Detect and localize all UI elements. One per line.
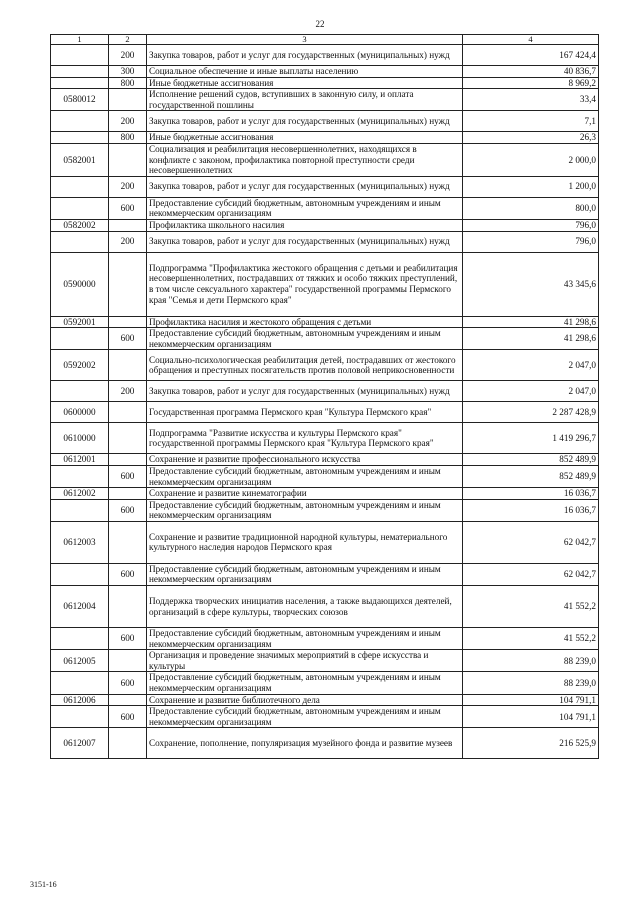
header-row xyxy=(51,35,599,45)
row-expense-type: 200 xyxy=(109,381,147,402)
row-code: 0612003 xyxy=(51,521,109,563)
row-description: Социальное обеспечение и иные выплаты населению xyxy=(147,66,463,78)
row-expense-type: 600 xyxy=(109,328,147,350)
row-code xyxy=(51,176,109,197)
row-code: 0612001 xyxy=(51,454,109,466)
table-row xyxy=(51,521,599,563)
row-amount: 1 200,0 xyxy=(463,176,599,197)
row-expense-type xyxy=(109,89,147,111)
row-description: Предоставление субсидий бюджетным, автономным учреждениям и иным некоммерческим организациям xyxy=(147,197,463,219)
header-col-3: 3 xyxy=(147,35,463,45)
row-code xyxy=(51,197,109,219)
table-row xyxy=(51,66,599,78)
row-description: Профилактика школьного насилия xyxy=(147,219,463,231)
row-expense-type: 600 xyxy=(109,465,147,487)
row-code: 0612002 xyxy=(51,488,109,500)
row-amount: 88 239,0 xyxy=(463,650,599,672)
header-col-1: 1 xyxy=(51,35,109,45)
row-expense-type xyxy=(109,650,147,672)
row-expense-type xyxy=(109,488,147,500)
row-expense-type: 600 xyxy=(109,499,147,521)
row-description: Исполнение решений судов, вступивших в законную силу, и оплата государственной пошлины xyxy=(147,89,463,111)
row-description: Социализация и реабилитация несовершеннолетних, находящихся в конфликте с законом, профилактика повторной преступности среди несовершеннолетних xyxy=(147,143,463,176)
table-row xyxy=(51,706,599,728)
row-amount: 41 298,6 xyxy=(463,328,599,350)
row-code xyxy=(51,328,109,350)
table-row xyxy=(51,252,599,316)
row-description: Социально-психологическая реабилитация детей, пострадавших от жестокого обращения и преступных посягательств против половой неприкосновенности xyxy=(147,350,463,381)
table-row xyxy=(51,465,599,487)
budget-table xyxy=(50,34,599,759)
row-expense-type xyxy=(109,586,147,628)
row-expense-type xyxy=(109,694,147,706)
row-code xyxy=(51,381,109,402)
row-amount: 2 000,0 xyxy=(463,143,599,176)
row-expense-type: 800 xyxy=(109,132,147,144)
table-row xyxy=(51,672,599,694)
row-amount: 104 791,1 xyxy=(463,694,599,706)
table-row xyxy=(51,563,599,585)
row-description: Сохранение и развитие традиционной народной культуры, нематериального культурного наследия народов Пермского края xyxy=(147,521,463,563)
row-code xyxy=(51,499,109,521)
table-row xyxy=(51,77,599,89)
row-code xyxy=(51,66,109,78)
row-amount: 852 489,9 xyxy=(463,454,599,466)
table-row xyxy=(51,586,599,628)
header-col-4: 4 xyxy=(463,35,599,45)
table-row xyxy=(51,328,599,350)
row-expense-type xyxy=(109,219,147,231)
row-amount: 33,4 xyxy=(463,89,599,111)
row-expense-type: 800 xyxy=(109,77,147,89)
row-amount: 800,0 xyxy=(463,197,599,219)
row-expense-type xyxy=(109,521,147,563)
row-expense-type xyxy=(109,423,147,454)
row-description: Предоставление субсидий бюджетным, автономным учреждениям и иным некоммерческим организациям xyxy=(147,328,463,350)
row-expense-type xyxy=(109,728,147,759)
row-description: Подпрограмма "Профилактика жестокого обращения с детьми и реабилитация несовершеннолетних, пострадавших от тяжких и особо тяжких преступлений, в том числе сексуального характера" государственной программы Пермского края "Семья и дети Пермского края" xyxy=(147,252,463,316)
row-description: Предоставление субсидий бюджетным, автономным учреждениям и иным некоммерческим организациям xyxy=(147,499,463,521)
row-description: Иные бюджетные ассигнования xyxy=(147,77,463,89)
header-col-2: 2 xyxy=(109,35,147,45)
page-number: 22 xyxy=(315,19,325,29)
row-amount: 852 489,9 xyxy=(463,465,599,487)
row-code xyxy=(51,672,109,694)
row-code: 0582001 xyxy=(51,143,109,176)
row-code xyxy=(51,111,109,132)
row-description: Иные бюджетные ассигнования xyxy=(147,132,463,144)
row-code: 0612007 xyxy=(51,728,109,759)
row-expense-type xyxy=(109,454,147,466)
row-description: Закупка товаров, работ и услуг для государственных (муниципальных) нужд xyxy=(147,45,463,66)
table-row xyxy=(51,197,599,219)
row-amount: 7,1 xyxy=(463,111,599,132)
row-code: 0612004 xyxy=(51,586,109,628)
row-code xyxy=(51,563,109,585)
row-expense-type: 300 xyxy=(109,66,147,78)
table-row xyxy=(51,219,599,231)
table-row xyxy=(51,381,599,402)
row-amount: 216 525,9 xyxy=(463,728,599,759)
row-amount: 104 791,1 xyxy=(463,706,599,728)
table-row xyxy=(51,143,599,176)
row-description: Поддержка творческих инициатив населения, а также выдающихся деятелей, организаций в сфере культуры, творческих союзов xyxy=(147,586,463,628)
row-code xyxy=(51,628,109,650)
row-code: 0592001 xyxy=(51,316,109,328)
row-amount: 41 298,6 xyxy=(463,316,599,328)
row-amount: 2 047,0 xyxy=(463,381,599,402)
row-expense-type xyxy=(109,402,147,423)
row-amount: 62 042,7 xyxy=(463,563,599,585)
row-code: 0600000 xyxy=(51,402,109,423)
row-description: Предоставление субсидий бюджетным, автономным учреждениям и иным некоммерческим организациям xyxy=(147,706,463,728)
row-amount: 16 036,7 xyxy=(463,499,599,521)
table-row xyxy=(51,488,599,500)
row-code xyxy=(51,45,109,66)
row-amount: 2 047,0 xyxy=(463,350,599,381)
row-expense-type: 600 xyxy=(109,563,147,585)
table-row xyxy=(51,316,599,328)
table-row xyxy=(51,499,599,521)
table-body xyxy=(51,45,599,759)
row-expense-type: 200 xyxy=(109,111,147,132)
row-amount: 26,3 xyxy=(463,132,599,144)
row-code: 0610000 xyxy=(51,423,109,454)
row-amount: 62 042,7 xyxy=(463,521,599,563)
row-expense-type: 600 xyxy=(109,197,147,219)
row-description: Закупка товаров, работ и услуг для государственных (муниципальных) нужд xyxy=(147,176,463,197)
row-expense-type: 200 xyxy=(109,231,147,252)
row-amount: 1 419 296,7 xyxy=(463,423,599,454)
row-amount: 40 836,7 xyxy=(463,66,599,78)
row-amount: 41 552,2 xyxy=(463,586,599,628)
table-row xyxy=(51,728,599,759)
table-row xyxy=(51,694,599,706)
row-description: Сохранение и развитие кинематографии xyxy=(147,488,463,500)
table-row xyxy=(51,132,599,144)
row-description: Предоставление субсидий бюджетным, автономным учреждениям и иным некоммерческим организациям xyxy=(147,628,463,650)
table-row xyxy=(51,402,599,423)
row-expense-type xyxy=(109,316,147,328)
row-amount: 43 345,6 xyxy=(463,252,599,316)
footer-code: 3151-16 xyxy=(30,880,57,889)
table-row xyxy=(51,628,599,650)
row-description: Закупка товаров, работ и услуг для государственных (муниципальных) нужд xyxy=(147,381,463,402)
row-code xyxy=(51,465,109,487)
row-description: Сохранение и развитие профессионального искусства xyxy=(147,454,463,466)
row-description: Подпрограмма "Развитие искусства и культуры Пермского края" государственной программы Пермского края "Культура Пермского края" xyxy=(147,423,463,454)
row-description: Закупка товаров, работ и услуг для государственных (муниципальных) нужд xyxy=(147,111,463,132)
row-expense-type xyxy=(109,350,147,381)
row-amount: 16 036,7 xyxy=(463,488,599,500)
row-description: Организация и проведение значимых мероприятий в сфере искусства и культуры xyxy=(147,650,463,672)
table-row xyxy=(51,650,599,672)
table-row xyxy=(51,454,599,466)
row-expense-type: 200 xyxy=(109,45,147,66)
table-row xyxy=(51,350,599,381)
row-code: 0590000 xyxy=(51,252,109,316)
row-description: Сохранение и развитие библиотечного дела xyxy=(147,694,463,706)
row-code xyxy=(51,706,109,728)
row-amount: 2 287 428,9 xyxy=(463,402,599,423)
row-code: 0612006 xyxy=(51,694,109,706)
row-amount: 796,0 xyxy=(463,231,599,252)
row-amount: 8 969,2 xyxy=(463,77,599,89)
row-code: 0592002 xyxy=(51,350,109,381)
row-amount: 796,0 xyxy=(463,219,599,231)
table-row xyxy=(51,45,599,66)
table-row xyxy=(51,176,599,197)
row-expense-type xyxy=(109,252,147,316)
row-code xyxy=(51,231,109,252)
table-row xyxy=(51,423,599,454)
row-description: Закупка товаров, работ и услуг для государственных (муниципальных) нужд xyxy=(147,231,463,252)
row-description: Сохранение, пополнение, популяризация музейного фонда и развитие музеев xyxy=(147,728,463,759)
table-row xyxy=(51,89,599,111)
row-description: Предоставление субсидий бюджетным, автономным учреждениям и иным некоммерческим организациям xyxy=(147,672,463,694)
row-code: 0582002 xyxy=(51,219,109,231)
row-expense-type: 600 xyxy=(109,672,147,694)
row-expense-type: 600 xyxy=(109,628,147,650)
row-amount: 167 424,4 xyxy=(463,45,599,66)
row-expense-type xyxy=(109,143,147,176)
row-description: Предоставление субсидий бюджетным, автономным учреждениям и иным некоммерческим организациям xyxy=(147,465,463,487)
row-code: 0580012 xyxy=(51,89,109,111)
row-code xyxy=(51,132,109,144)
row-expense-type: 200 xyxy=(109,176,147,197)
row-description: Профилактика насилия и жестокого обращения с детьми xyxy=(147,316,463,328)
row-amount: 41 552,2 xyxy=(463,628,599,650)
row-code xyxy=(51,77,109,89)
row-amount: 88 239,0 xyxy=(463,672,599,694)
row-code: 0612005 xyxy=(51,650,109,672)
row-description: Предоставление субсидий бюджетным, автономным учреждениям и иным некоммерческим организациям xyxy=(147,563,463,585)
table-row xyxy=(51,111,599,132)
row-expense-type: 600 xyxy=(109,706,147,728)
table-row xyxy=(51,231,599,252)
row-description: Государственная программа Пермского края "Культура Пермского края" xyxy=(147,402,463,423)
table-header xyxy=(51,35,599,45)
